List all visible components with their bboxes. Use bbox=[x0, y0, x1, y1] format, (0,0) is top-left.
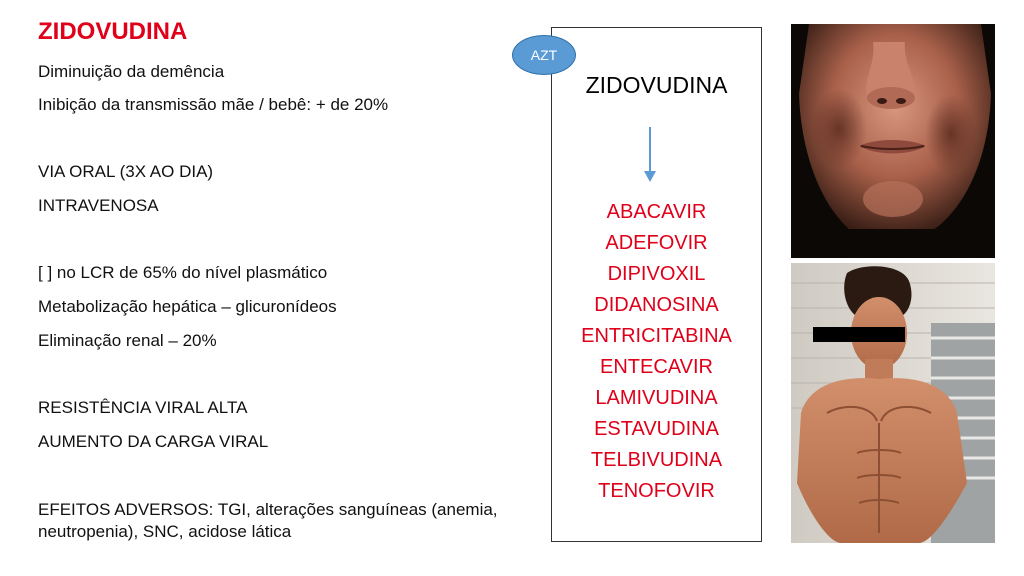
drug-item-adefovir: ADEFOVIR bbox=[605, 232, 708, 254]
drug-list bbox=[551, 197, 762, 507]
azt-badge bbox=[512, 35, 576, 75]
azt-badge-label: AZT bbox=[530, 47, 558, 63]
drug-item-estavudina: ESTAVUDINA bbox=[594, 418, 719, 440]
info-line-transmission: Inibição da transmissão mãe / bebê: + de 20% bbox=[38, 95, 389, 114]
drug-item-didanosina: DIDANOSINA bbox=[594, 294, 719, 316]
torso-photo bbox=[791, 263, 995, 543]
info-line-oral: VIA ORAL (3X AO DIA) bbox=[38, 162, 214, 181]
drug-item-lamivudina: LAMIVUDINA bbox=[595, 387, 718, 409]
info-line-iv: INTRAVENOSA bbox=[38, 196, 159, 215]
info-line-elimination: Eliminação renal – 20% bbox=[38, 331, 217, 350]
drug-item-entecavir: ENTECAVIR bbox=[600, 356, 713, 378]
arrow-down-icon bbox=[640, 125, 660, 185]
info-line-metabolism: Metabolização hepática – glicuronídeos bbox=[38, 297, 337, 316]
drug-item-abacavir: ABACAVIR bbox=[606, 201, 707, 223]
drug-item-telbivudina: TELBIVUDINA bbox=[590, 449, 723, 471]
info-line-viral-load: AUMENTO DA CARGA VIRAL bbox=[38, 432, 269, 451]
drug-item-entricitabina: ENTRICITABINA bbox=[581, 325, 732, 347]
info-line-dementia: Diminuição da demência bbox=[38, 62, 225, 81]
drug-item-dipivoxil: DIPIVOXIL bbox=[607, 263, 706, 285]
info-line-csf: [ ] no LCR de 65% do nível plasmático bbox=[38, 263, 328, 282]
slide-title: ZIDOVUDINA bbox=[38, 18, 188, 45]
box-title: ZIDOVUDINA bbox=[585, 72, 728, 98]
face-photo bbox=[791, 24, 995, 258]
info-line-adverse-effects: EFEITOS ADVERSOS: TGI, alterações sanguíneas (anemia, neutropenia), SNC, acidose lática bbox=[38, 500, 498, 541]
info-line-resistance: RESISTÊNCIA VIRAL ALTA bbox=[38, 398, 248, 417]
drug-item-tenofovir: TENOFOVIR bbox=[598, 480, 715, 502]
